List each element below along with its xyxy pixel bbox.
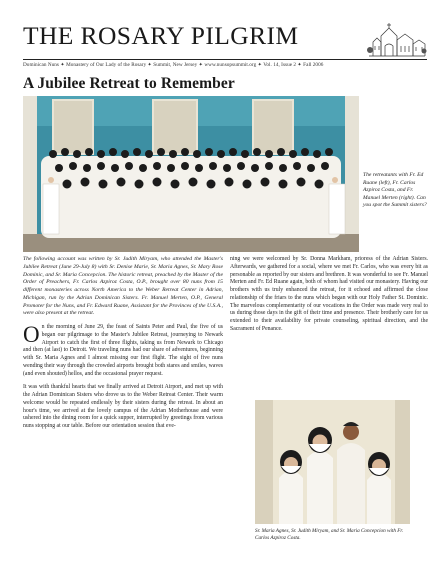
- article-column-right: [230, 256, 428, 334]
- group-photo-illustration: [23, 96, 359, 252]
- dateline: Dominican Nuns ✦ Monastery of Our Lady of the Rosary ✦ Summit, New Jersey ✦ www.nunsopsummit.org ✦ Vol. 14, Issue 2 ✦ Fall 2006: [23, 62, 324, 68]
- paragraph-text: n the morning of June 29, the feast of Saints Peter and Paul, the five of us began our pilgrimage to the Master's Jubilee Retreat, journeying to Newark Airport to catch the first of three flights, taking us from Newark to Chicago and then (at last) to Detroit. We traveling nuns had our share of adventures, beginning with Sr. Maria Agnes and I almost missing our first flight. The sight of five nuns wending their way through the crowded airports brought both stares and smiles, waves (and even shouted) hellos, and the occasional prayer request.: [23, 324, 223, 377]
- sisters-photo: [255, 400, 410, 524]
- sisters-photo-caption: Sr. Maria Agnes, Sr. Judith Miryam, and Sr. Maria Concepcion with Fr. Carlos Azpiroz Costa.: [255, 528, 404, 541]
- article-paragraph: It was with thankful hearts that we finally arrived at Detroit Airport, and met up with the Adrian Dominican Sisters who drove us to the Weber Retreat Center. Their warm welcome would be repeated endlessly by their sisters during the retreat. In about an hour's time, we arrived at the lovely campus of the Adrian Motherhouse and were ushered into the dining room for a quick supper, interrupted by greetings from various nuns stopping at our table. Before our orientation session that eve-: [23, 384, 223, 429]
- article-paragraph: [23, 324, 223, 378]
- cathedral-illustration: [367, 20, 427, 58]
- article-intro: The following account was written by Sr. Judith Miryam, who attended the Master's Jubilee Retreat (June 29-July 8) with Sr. Denise Marie, Sr. Maria Agnes, Sr. Mary Rose Dominic, and Sr. Maria Concepcion. The historic retreat, preached by the Master of the Order of Preachers, Fr. Carlos Azpiroz Costa, O.P., brought over 80 nuns from 15 different monasteries across North America to the Weber Retreat Center in Adrian, Michigan, run by the Adrian Dominican Sisters. Fr. Manuel Merten, O.P., General Promoter for the Nuns, and Fr. Edward Ruane, Assistant for the Provinces of the U.S.A., were also present at the retreat.: [23, 256, 223, 317]
- article-headline: A Jubilee Retreat to Remember: [23, 75, 235, 92]
- group-photo: [23, 96, 359, 252]
- article-paragraph: ning we were welcomed by Sr. Donna Markham, prioress of the Adrian Sisters. Afterwards, we gathered for a social, where we met Fr. Carlos, who was every bit as personable as reported by our sisters and brethren. It was wonderful to see Fr. Manuel Merten and Fr. Ed Ruane again, both of whom had visited our monastery. Having our brothers with us truly enhanced the retreat, for it echoed and affirmed the close relationship of the friars to the nuns which began with our Holy Father St. Dominic. The marvelous complementarity of our vocations in the Order was made very real to us during those days in the gift of their time and presence. Their brotherly care for us extended to their availability for private counseling, spiritual direction, and the Sacrament of Penance.: [230, 256, 428, 332]
- masthead: [23, 20, 427, 60]
- masthead-title: THE ROSARY PILGRIM: [23, 21, 299, 50]
- sisters-photo-illustration: [255, 400, 410, 524]
- drop-cap: O: [23, 322, 40, 347]
- article-column-left: [23, 256, 223, 431]
- group-photo-caption: The retreatants with Fr. Ed Ruane (left), Fr. Carlos Azpiroz Costa, and Fr. Manuel Merten (right). Can you spot the Summit sisters?: [363, 172, 427, 209]
